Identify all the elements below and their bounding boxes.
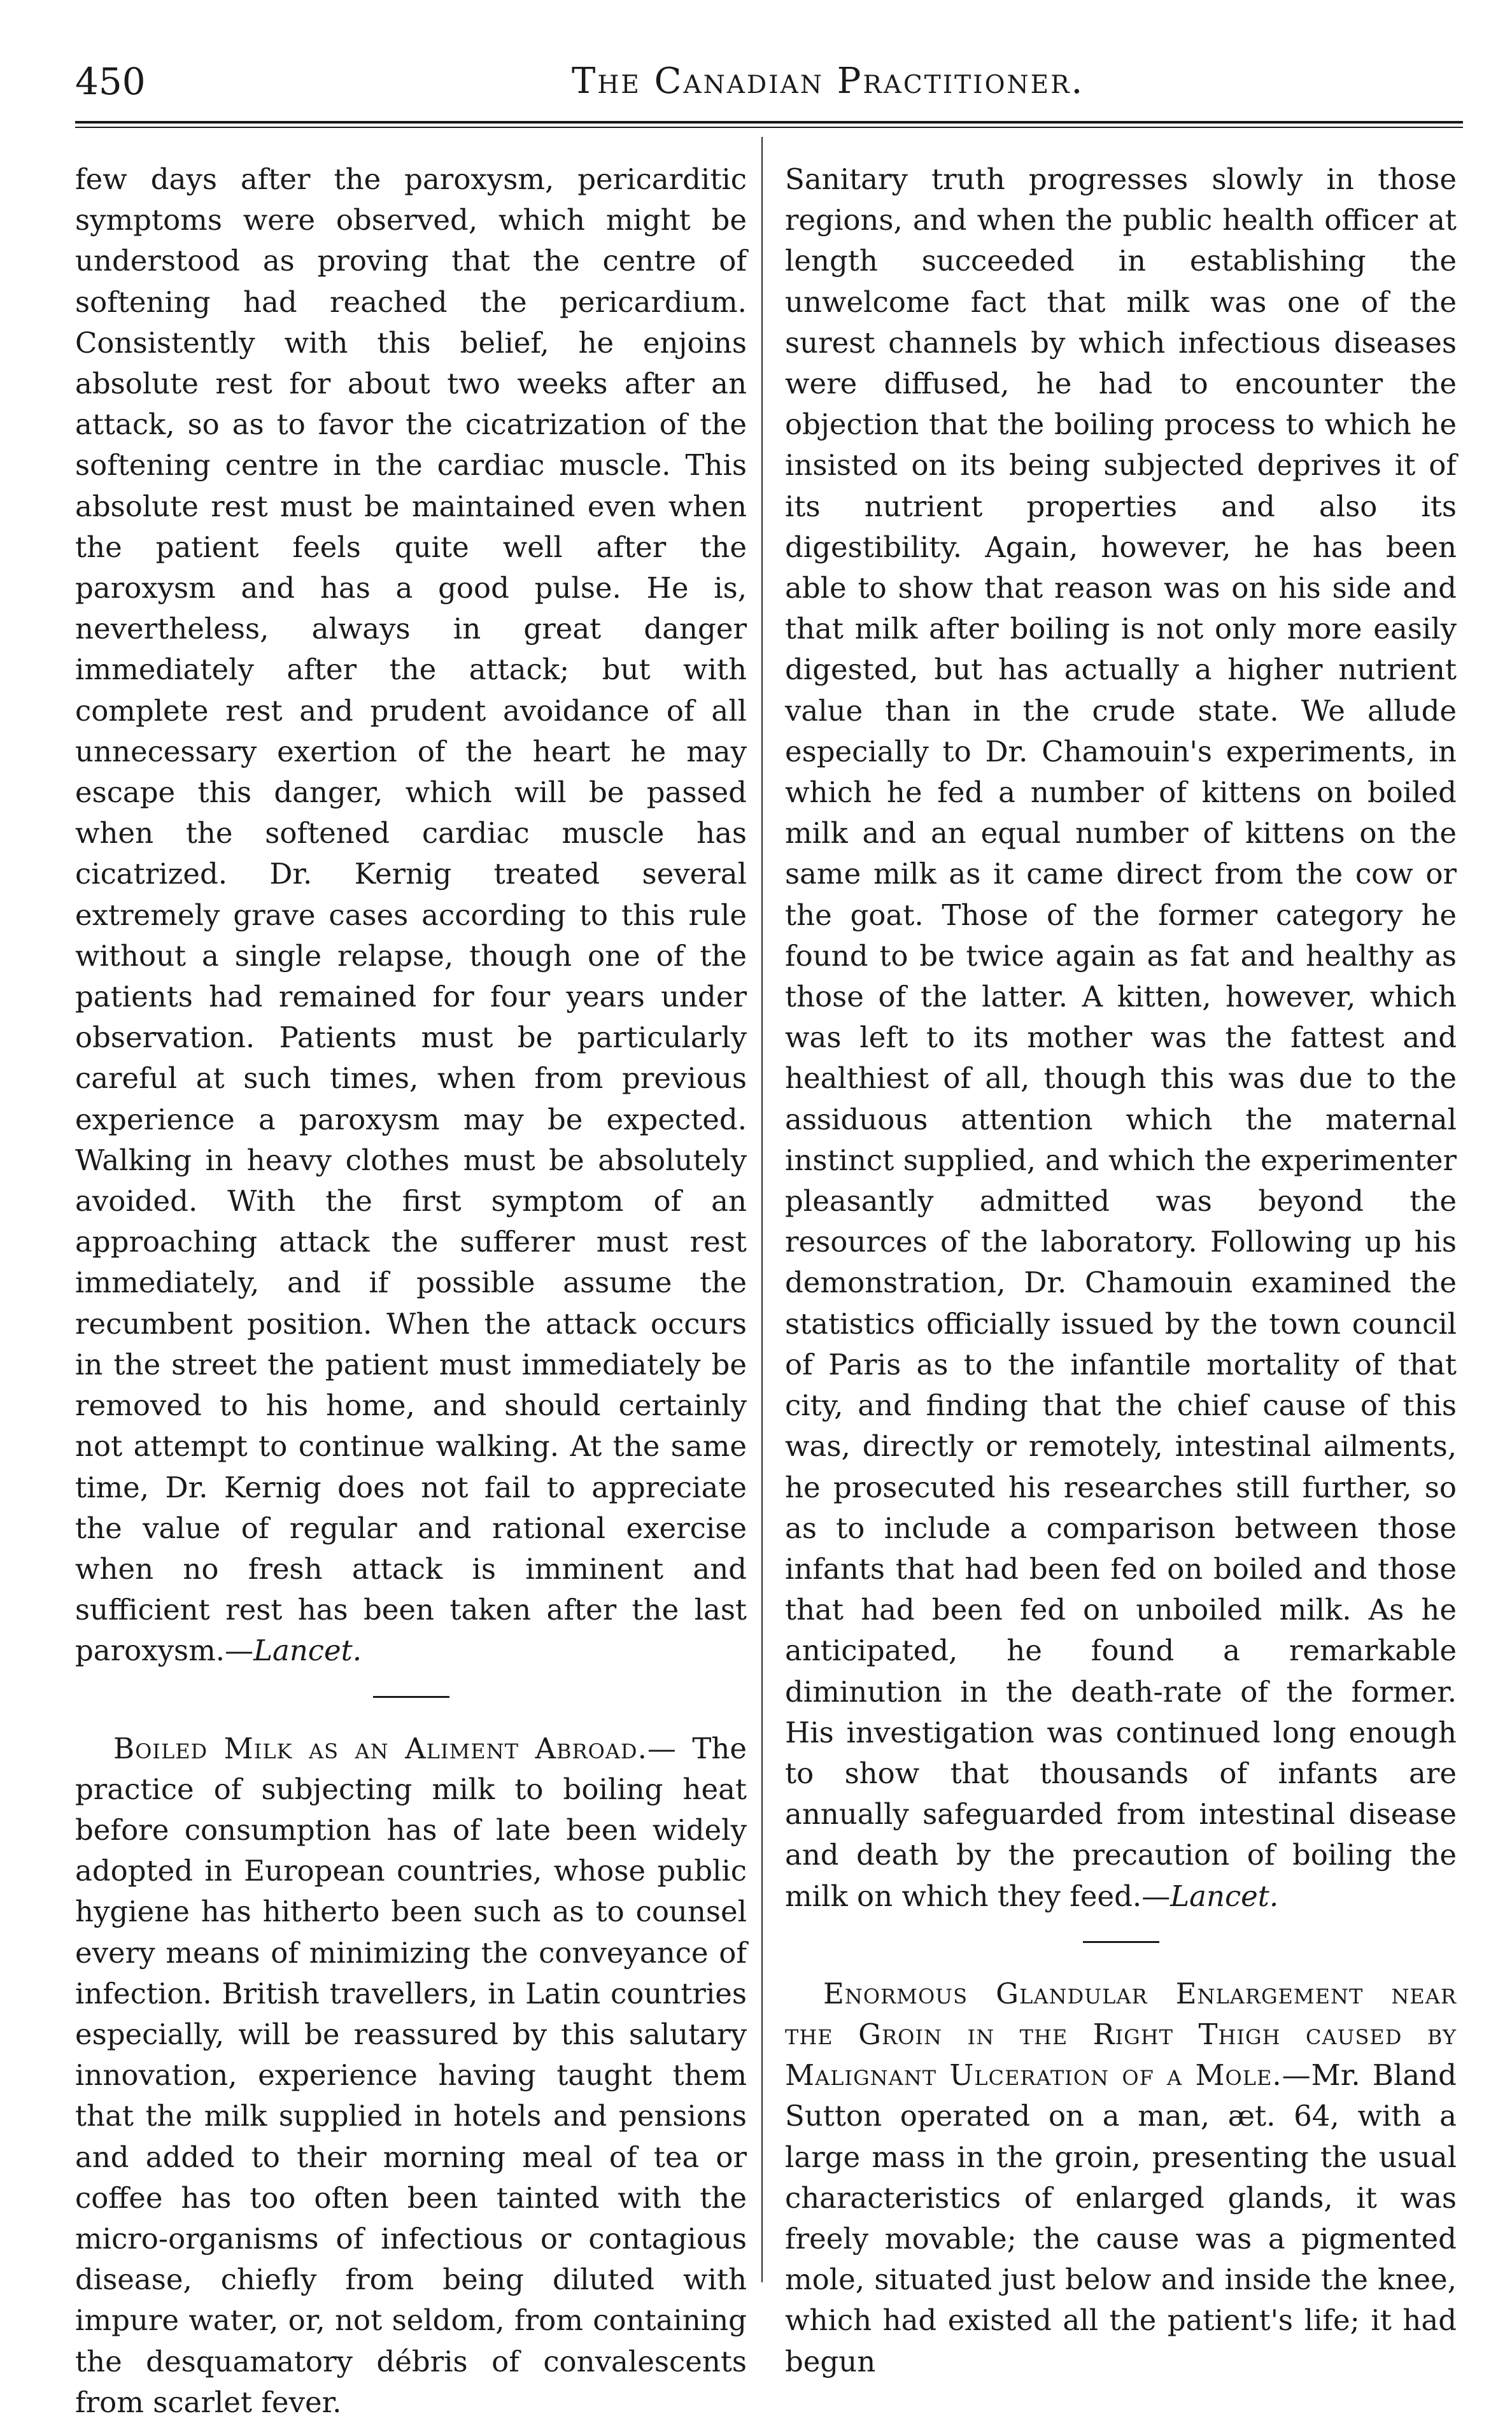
paragraph-text: Sanitary truth progresses slowly in those regions, and when the public health officer at length succeeded in establishing the unwelcome fact that milk was one of the surest channels by which infectious diseases were diffused, he had to encounter the objection that the boiling process to which he insisted on its being subjected deprives it of its nutrient properties and also its digestibility. Again, however, he has been able to show that reason was on his side and that milk after boiling is not only more easily digested, but has actually a higher nutrient value than in the crude state. We allude especially to Dr. Chamouin's experiments, in which he fed a number of kittens on boiled milk and an equal number of kittens on the same milk as it came direct from the cow or the goat. Those of the former category he found to be twice again as fat and healthy as those of the latter. A kitten, however, which was left to its mother was the fattest and healthiest of all, though this was due to the assiduous attention which the maternal instinct supplied, and which the experimenter pleasantly admitted was beyond the resources of the laboratory. Following up his demonstration, Dr. Chamouin examined the statistics officially issued by the town council of Paris as to the infantile mortality of that city, and finding that the chief cause of this was, directly or remotely, intestinal ailments, he prosecuted his researches still further, so as to include a comparison between those infants that had been fed on boiled and those that had been fed on unboiled milk. As he anticipated, he found a remarkable diminution in the death-rate of the former. His investigation was continued long enough to show that thousands of infants are annually safeguarded from intestinal disease and death by the precaution of boiling the milk on which they feed.— — [785, 162, 1457, 1913]
paragraph-text: Mr. Bland Sutton operated on a man, æt. 64, with a large mass in the groin, presenting the usual characteristics of enlarged glands, it was freely movable; the cause was a pigmented mole, situated just below and inside the knee, which had existed all the patient's life; it had begun — [785, 2058, 1457, 2378]
header-rule-thin — [75, 127, 1463, 128]
page-number: 450 — [75, 60, 146, 103]
kernig-article-continuation — [75, 159, 747, 1672]
header-rule — [75, 121, 1463, 124]
running-head: The Canadian Practitioner. — [572, 60, 1085, 102]
left-column — [75, 159, 747, 2423]
article-separator — [373, 1696, 449, 1698]
source-citation: Lancet. — [253, 1634, 362, 1668]
right-column — [785, 159, 1457, 2382]
article-heading: Enormous Glandular Enlargement near the Groin in the Right Thigh caused by Malignant Ulceration of a Mole.— — [785, 1976, 1457, 2093]
column-divider — [761, 137, 763, 2282]
boiled-milk-article — [75, 1728, 747, 2423]
paragraph-text: The practice of subjecting milk to boiling heat before consumption has of late been widely adopted in European countries, whose public hygiene has hitherto been such as to counsel every means of minimizing the conveyance of infection. British travellers, in Latin countries especially, will be reassured by this salutary innovation, experience having taught them that the milk supplied in hotels and pensions and added to their morning meal of tea or coffee has too often been tainted with the micro-organisms of infectious or contagious disease, chiefly from being diluted with impure water, or, not seldom, from containing the desquamatory débris of convalescents from scarlet fever. — [75, 1731, 747, 2419]
glandular-enlargement-article — [785, 1974, 1457, 2382]
source-citation: Lancet. — [1170, 1879, 1279, 1913]
page-header — [75, 56, 1463, 107]
article-heading: Boiled Milk as an Aliment Abroad.— — [113, 1731, 677, 1765]
paragraph-text: few days after the paroxysm, pericarditic symptoms were observed, which might be understood as proving that the centre of softening had reached the pericardium. Consistently with this belief, he enjoins absolute rest for about two weeks after an attack, so as to favor the cicatrization of the softening centre in the cardiac muscle. This absolute rest must be maintained even when the patient feels quite well after the paroxysm and has a good pulse. He is, nevertheless, always in great danger immediately after the attack; but with complete rest and prudent avoidance of all unnecessary exertion of the heart he may escape this danger, which will be passed when the softened cardiac muscle has cicatrized. Dr. Kernig treated several extremely grave cases according to this rule without a single relapse, though one of the patients had remained for four years under observation. Patients must be particularly careful at such times, when from previous experience a paroxysm may be expected. Walking in heavy clothes must be absolutely avoided. With the first symptom of an approaching attack the sufferer must rest immediately, and if possible assume the recumbent position. When the attack occurs in the street the patient must immediately be removed to his home, and should certainly not attempt to continue walking. At the same time, Dr. Kernig does not fail to appreciate the value of regular and rational exercise when no fresh attack is imminent and sufficient rest has been taken after the last paroxysm.— — [75, 162, 747, 1668]
boiled-milk-article-continuation — [785, 159, 1457, 1917]
article-separator — [1083, 1941, 1159, 1943]
